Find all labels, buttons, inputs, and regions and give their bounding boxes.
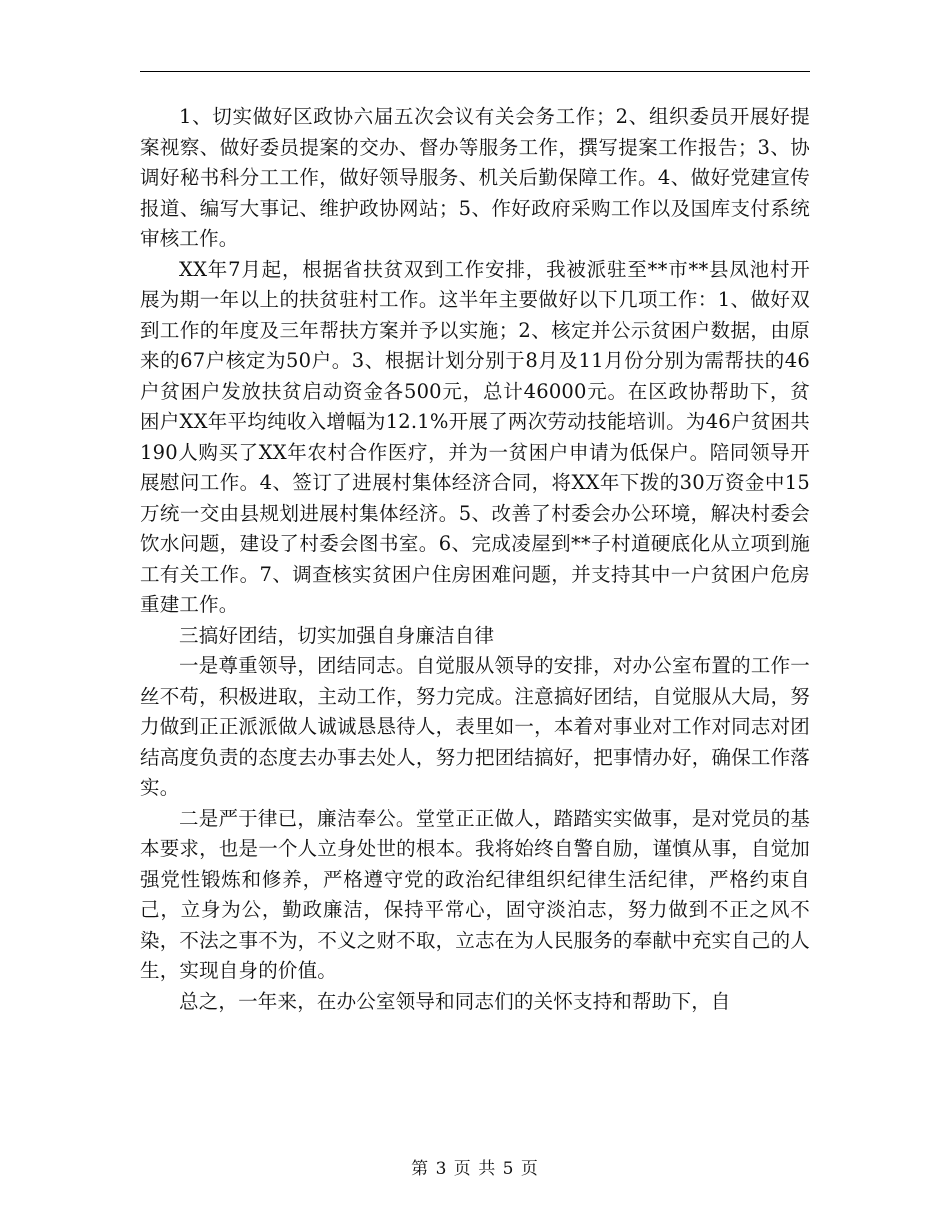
paragraph-summary: 总之，一年来，在办公室领导和同志们的关怀支持和帮助下，自 [179,989,731,1013]
section-heading-unity: 三搞好团结，切实加强自身廉洁自律 [179,623,495,647]
paragraph-self-discipline: 二是严于律已，廉洁奉公。堂堂正正做人，踏踏实实做事，是对党员的基本要求，也是一个人立身处世的根本。我将始终自警自励，谨慎从事，自觉加强党性锻炼和修养，严格遵守党的政治纪律组织纪律生活纪律，严格约束自己，立身为公，勤政廉洁，保持平常心，固守淡泊志，努力做到不正之风不染，不法之事不为，不义之财不取，立志在为人民服务的奉献中充实自己的人生，实现自身的价值。 [140,806,810,982]
page-number-footer: 第 3 页 共 5 页 [411,1159,539,1179]
paragraph-respect-leaders: 一是尊重领导，团结同志。自觉服从领导的安排，对办公室布置的工作一丝不苟，积极进取，主动工作，努力完成。注意搞好团结，自觉服从大局，努力做到正正派派做人诚诚恳恳待人，表里如一，本着对事业对工作对同志对团结高度负责的态度去办事去处人，努力把团结搞好，把事情办好，确保工作落实。 [140,654,810,799]
paragraph-work-items: 1、切实做好区政协六届五次会议有关会务工作；2、组织委员开展好提案视察、做好委员提案的交办、督办等服务工作，撰写提案工作报告；3、协调好秘书科分工工作，做好领导服务、机关后勤保障工作。4、做好党建宣传报道、编写大事记、维护政协网站；5、作好政府采购工作以及国库支付系统审核工作。 [140,105,810,250]
document-body [140,102,810,1017]
paragraph-poverty-work: XX年7月起，根据省扶贫双到工作安排，我被派驻至**市**县凤池村开展为期一年以上的扶贫驻村工作。这半年主要做好以下几项工作：1、做好双到工作的年度及三年帮扶方案并予以实施；2、核定并公示贫困户数据，由原来的67户核定为50户。3、根据计划分别于8月及11月份分别为需帮扶的46户贫困户发放扶贫启动资金各500元，总计46000元。在区政协帮助下，贫困户XX年平均纯收入增幅为12.1%开展了两次劳动技能培训。为46户贫困共190人购买了XX年农村合作医疗，并为一贫困户申请为低保户。陪同领导开展慰问工作。4、签订了进展村集体经济合同，将XX年下拨的30万资金中15万统一交由县规划进展村集体经济。5、改善了村委会办公环境，解决村委会饮水问题，建设了村委会图书室。6、完成凌屋到**子村道硬底化从立项到施工有关工作。7、调查核实贫困户住房困难问题，并支持其中一户贫困户危房重建工作。 [140,257,810,616]
header-rule [140,71,810,72]
